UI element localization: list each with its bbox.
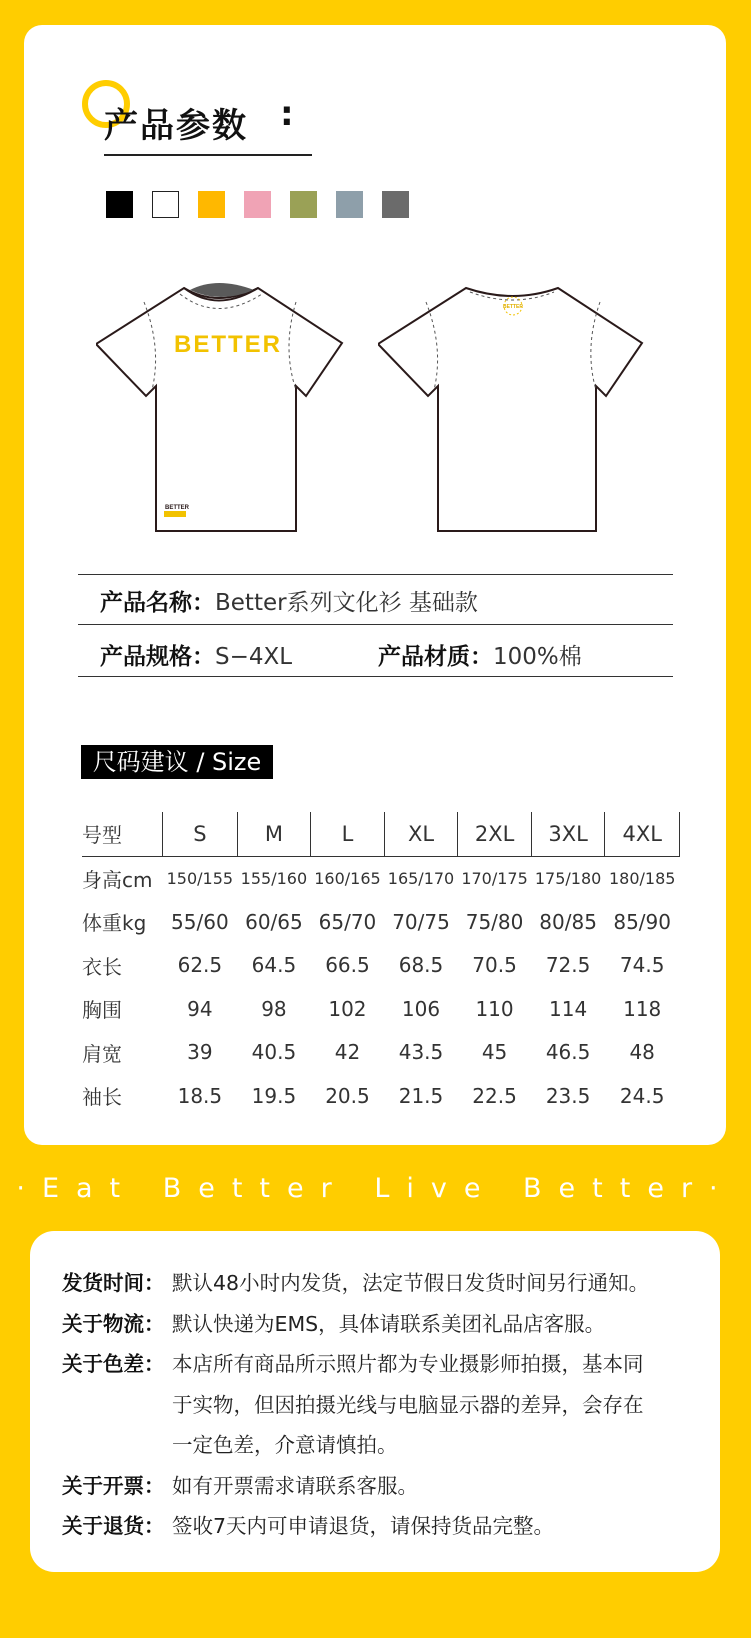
- size-table: [82, 812, 680, 1118]
- table-cell: 155/160: [240, 868, 308, 888]
- table-row: [82, 900, 680, 944]
- notice-text: 一定色差，介意请慎拍。: [172, 1433, 398, 1457]
- table-cell: 64.5: [251, 953, 297, 978]
- notice-color: [62, 1347, 644, 1377]
- table-cell: 65/70: [318, 909, 377, 934]
- color-swatch-yellow[interactable]: [198, 191, 225, 218]
- table-cell: 165/170: [387, 868, 455, 888]
- color-swatch-gray-blue[interactable]: [336, 191, 363, 218]
- table-row-label: 肩宽: [82, 1041, 122, 1066]
- table-row: [82, 1031, 680, 1075]
- info-divider-bottom: [78, 676, 673, 677]
- back-logo-text: BETTER: [503, 304, 523, 310]
- table-header-cell: 3XL: [531, 812, 605, 856]
- size-table-header: [82, 812, 680, 856]
- notice-label: 发货时间：: [62, 1271, 165, 1295]
- product-material-row: [378, 638, 582, 671]
- table-cell: 24.5: [619, 1083, 665, 1108]
- table-cell: 70.5: [472, 953, 517, 978]
- front-tag-text: BETTER: [165, 505, 189, 511]
- table-row-label: 胸围: [82, 998, 122, 1023]
- table-cell: 85/90: [613, 909, 671, 934]
- product-name-label: 产品名称：: [100, 590, 215, 616]
- table-cell: 75/80: [465, 909, 524, 934]
- notice-shipping: [62, 1266, 649, 1296]
- table-cell: 48: [629, 1040, 655, 1065]
- table-row-label: 身高cm: [82, 867, 153, 892]
- table-cell: 80/85: [539, 909, 597, 934]
- notice-return: [62, 1509, 554, 1539]
- notice-text: 默认快递为EMS，具体请联系美团礼品店客服。: [172, 1312, 606, 1336]
- table-cell: 19.5: [251, 1083, 297, 1108]
- table-cell: 175/180: [534, 868, 602, 888]
- table-cell: 18.5: [177, 1083, 223, 1108]
- table-cell: 21.5: [398, 1083, 444, 1108]
- section-colon: :: [280, 94, 294, 134]
- table-cell: 22.5: [472, 1083, 517, 1108]
- color-swatch-dark-gray[interactable]: [382, 191, 409, 218]
- notice-logistics: [62, 1307, 605, 1337]
- table-cell: 42: [334, 1040, 361, 1065]
- section-heading: [82, 80, 322, 160]
- table-cell: 66.5: [325, 953, 370, 978]
- section-title: 产品参数: [104, 106, 248, 146]
- table-cell: 20.5: [325, 1083, 370, 1108]
- table-cell: 160/165: [314, 868, 381, 888]
- notice-label: 关于开票：: [62, 1474, 165, 1498]
- table-cell: 39: [187, 1040, 213, 1065]
- table-cell: 150/155: [166, 868, 234, 888]
- notice-text: 于实物，但因拍摄光线与电脑显示器的差异，会存在: [172, 1393, 644, 1417]
- notice-text: 签收7天内可申请退货，请保持货品完整。: [172, 1514, 555, 1538]
- product-spec-row: [100, 638, 292, 671]
- table-cell: 62.5: [177, 953, 223, 978]
- table-cell: 46.5: [545, 1040, 591, 1065]
- color-swatch-olive[interactable]: [290, 191, 317, 218]
- table-header-cell: M: [237, 812, 311, 856]
- table-cell: 170/175: [461, 868, 528, 888]
- table-row-label: 体重kg: [82, 911, 147, 936]
- size-section-tag: 尺码建议 / Size: [81, 745, 273, 779]
- table-header-cell: XL: [384, 812, 458, 856]
- table-cell: 70/75: [392, 909, 450, 934]
- product-spec-value: S−4XL: [215, 644, 293, 670]
- table-header-cell: 2XL: [458, 812, 532, 856]
- notice-invoice: [62, 1469, 418, 1499]
- notice-label: 关于退货：: [62, 1514, 165, 1538]
- heading-underline: [104, 154, 312, 156]
- notice-text: 默认48小时内发货，法定节假日发货时间另行通知。: [172, 1271, 650, 1295]
- table-row: [82, 944, 680, 988]
- table-cell: 110: [475, 996, 514, 1021]
- table-header-cell: S: [163, 812, 238, 856]
- table-cell: 43.5: [398, 1040, 444, 1065]
- notice-text: 如有开票需求请联系客服。: [172, 1474, 418, 1498]
- product-material-label: 产品材质：: [378, 644, 493, 670]
- color-swatch-black[interactable]: [106, 191, 133, 218]
- table-cell: 45: [481, 1040, 508, 1065]
- table-cell: 102: [328, 996, 367, 1021]
- table-cell: 94: [187, 996, 213, 1021]
- table-row: [82, 1074, 680, 1118]
- notice-label: 关于物流：: [62, 1312, 165, 1336]
- product-name-value: Better系列文化衫 基础款: [215, 590, 478, 616]
- table-row-label: 袖长: [82, 1085, 122, 1110]
- product-material-value: 100%棉: [493, 644, 582, 670]
- notice-text: 本店所有商品所示照片都为专业摄影师拍摄，基本同: [172, 1352, 644, 1376]
- table-row: [82, 987, 680, 1031]
- notice-card: [30, 1231, 720, 1572]
- color-swatch-pink[interactable]: [244, 191, 271, 218]
- tshirt-front-illustration: [96, 268, 366, 538]
- table-cell: 180/185: [608, 868, 676, 888]
- info-divider-middle: [78, 624, 673, 625]
- color-swatches: [106, 191, 409, 218]
- product-name-row: [100, 584, 478, 617]
- color-swatch-white[interactable]: [152, 191, 179, 218]
- table-cell: 98: [261, 996, 287, 1021]
- notice-label: 关于色差：: [62, 1352, 165, 1376]
- table-header-cell: 号型: [82, 812, 163, 856]
- table-cell: 72.5: [545, 953, 591, 978]
- table-cell: 60/65: [245, 909, 303, 934]
- table-row-label: 衣长: [82, 954, 122, 979]
- table-cell: 114: [549, 996, 588, 1021]
- table-cell: 23.5: [545, 1083, 591, 1108]
- table-cell: 40.5: [251, 1040, 297, 1065]
- front-print-text: BETTER: [174, 331, 282, 358]
- table-cell: 106: [401, 996, 441, 1021]
- table-row: [82, 856, 680, 900]
- table-cell: 74.5: [619, 953, 665, 978]
- tshirt-back-illustration: [378, 268, 648, 538]
- table-cell: 68.5: [398, 953, 444, 978]
- table-cell: 118: [623, 996, 662, 1021]
- product-spec-label: 产品规格：: [100, 644, 215, 670]
- table-header-cell: L: [311, 812, 385, 856]
- table-header-cell: 4XL: [605, 812, 680, 856]
- info-divider-top: [78, 574, 673, 575]
- brand-tagline: ·Eat Better Live Better·: [16, 1173, 735, 1204]
- table-cell: 55/60: [171, 909, 229, 934]
